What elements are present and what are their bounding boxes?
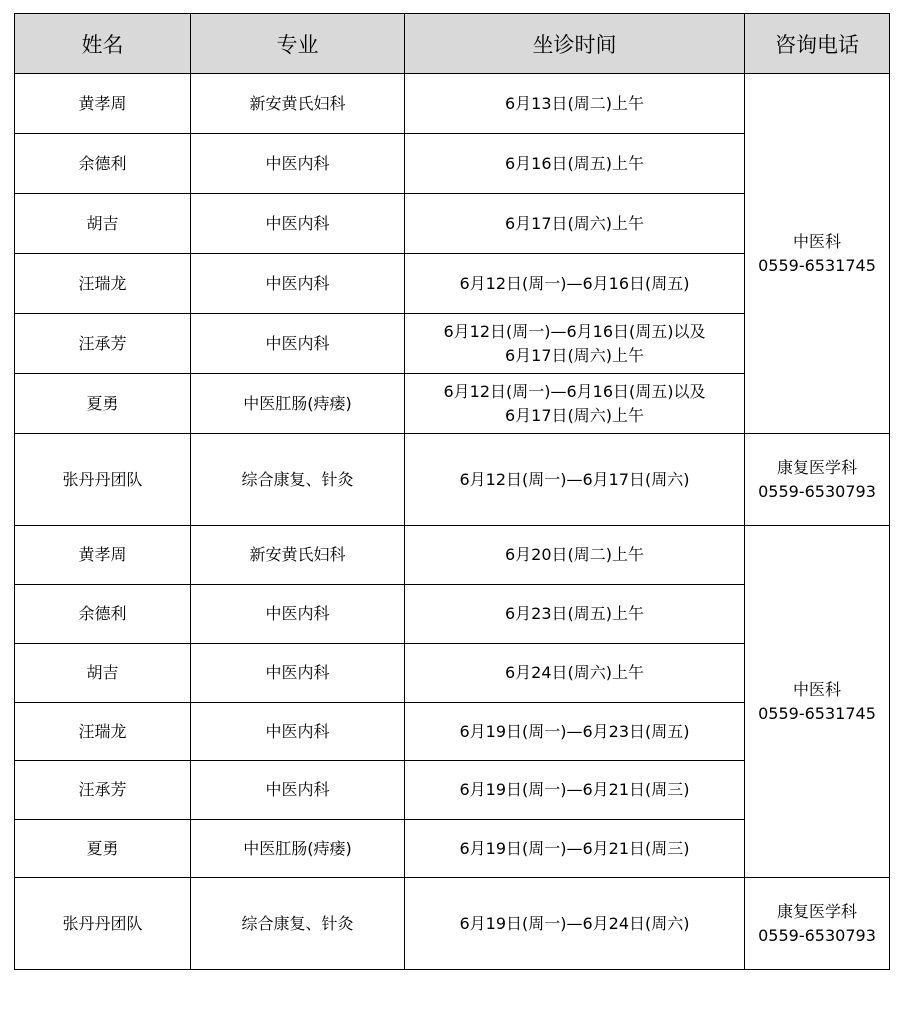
clinic-time-line: 6月16日(周五)上午 [504, 153, 645, 173]
phone-number: 0559-6531745 [758, 255, 876, 275]
specialty-cell: 新安黄氏妇科 [191, 74, 405, 134]
clinic-time-cell [405, 703, 745, 761]
clinic-time-line: 6月13日(周二)上午 [504, 93, 645, 113]
doctor-name-cell: 张丹丹团队 [15, 434, 191, 526]
clinic-time-line: 6月17日(周六)上午 [504, 345, 645, 365]
clinic-time-line: 6月12日(周一)—6月16日(周五) [459, 273, 690, 293]
clinic-time-line: 6月19日(周一)—6月21日(周三) [459, 780, 690, 799]
clinic-time-cell [405, 74, 745, 134]
clinic-time-line: 6月12日(周一)—6月16日(周五)以及 [443, 321, 706, 341]
header-time: 坐诊时间 [405, 14, 745, 74]
doctor-name-cell: 余德利 [15, 134, 191, 194]
doctor-name-cell: 夏勇 [15, 820, 191, 878]
doctor-name-cell: 余德利 [15, 585, 191, 644]
specialty-cell: 中医内科 [191, 254, 405, 314]
clinic-time-line: 6月23日(周五)上午 [504, 604, 645, 623]
contact-cell [745, 74, 890, 434]
specialty-cell: 中医内科 [191, 314, 405, 374]
clinic-time-cell [405, 254, 745, 314]
table-row [15, 878, 890, 970]
header-phone: 咨询电话 [745, 14, 890, 74]
table-body [15, 74, 890, 970]
table-header [15, 14, 890, 74]
department-name: 康复医学科 [776, 901, 857, 921]
doctor-name-cell: 夏勇 [15, 374, 191, 434]
doctor-name-cell: 胡吉 [15, 194, 191, 254]
clinic-time-cell [405, 434, 745, 526]
doctor-name-cell: 黄孝周 [15, 526, 191, 585]
clinic-time-cell [405, 820, 745, 878]
table-row [15, 74, 890, 134]
doctor-name-cell: 张丹丹团队 [15, 878, 191, 970]
specialty-cell: 中医肛肠(痔瘘) [191, 374, 405, 434]
specialty-cell: 中医内科 [191, 761, 405, 820]
clinic-time-line: 6月17日(周六)上午 [504, 405, 645, 425]
clinic-time-line: 6月12日(周一)—6月16日(周五)以及 [443, 381, 706, 401]
header-specialty: 专业 [191, 14, 405, 74]
clinic-time-line: 6月24日(周六)上午 [504, 663, 645, 682]
table-row [15, 526, 890, 585]
specialty-cell: 中医内科 [191, 194, 405, 254]
specialty-cell: 综合康复、针灸 [191, 878, 405, 970]
doctor-name-cell: 汪瑞龙 [15, 254, 191, 314]
clinic-time-cell [405, 374, 745, 434]
clinic-time-line: 6月12日(周一)—6月17日(周六) [459, 469, 690, 489]
specialty-cell: 中医内科 [191, 134, 405, 194]
department-name: 中医科 [792, 231, 841, 251]
doctor-name-cell: 汪承芳 [15, 314, 191, 374]
contact-cell [745, 878, 890, 970]
specialty-cell: 中医内科 [191, 703, 405, 761]
phone-number: 0559-6530793 [758, 925, 876, 945]
clinic-time-line: 6月17日(周六)上午 [504, 213, 645, 233]
clinic-time-cell [405, 878, 745, 970]
clinic-time-cell [405, 134, 745, 194]
header-name: 姓名 [15, 14, 191, 74]
clinic-time-cell [405, 194, 745, 254]
clinic-time-cell [405, 314, 745, 374]
clinic-time-cell [405, 585, 745, 644]
clinic-time-line: 6月20日(周二)上午 [504, 545, 645, 564]
specialty-cell: 综合康复、针灸 [191, 434, 405, 526]
department-name: 中医科 [792, 679, 841, 699]
doctor-name-cell: 黄孝周 [15, 74, 191, 134]
schedule-table [14, 13, 890, 970]
header-row [15, 14, 890, 74]
contact-cell [745, 526, 890, 878]
clinic-time-line: 6月19日(周一)—6月24日(周六) [459, 913, 690, 933]
doctor-name-cell: 胡吉 [15, 644, 191, 703]
clinic-time-line: 6月19日(周一)—6月21日(周三) [459, 838, 690, 858]
specialty-cell: 新安黄氏妇科 [191, 526, 405, 585]
specialty-cell: 中医内科 [191, 644, 405, 703]
doctor-name-cell: 汪承芳 [15, 761, 191, 820]
clinic-time-line: 6月19日(周一)—6月23日(周五) [459, 721, 690, 741]
specialty-cell: 中医内科 [191, 585, 405, 644]
clinic-time-cell [405, 761, 745, 820]
clinic-time-cell [405, 644, 745, 703]
specialty-cell: 中医肛肠(痔瘘) [191, 820, 405, 878]
doctor-name-cell: 汪瑞龙 [15, 703, 191, 761]
phone-number: 0559-6530793 [758, 481, 876, 501]
contact-cell [745, 434, 890, 526]
department-name: 康复医学科 [776, 457, 857, 477]
phone-number: 0559-6531745 [758, 703, 876, 723]
clinic-time-cell [405, 526, 745, 585]
table-row [15, 434, 890, 526]
